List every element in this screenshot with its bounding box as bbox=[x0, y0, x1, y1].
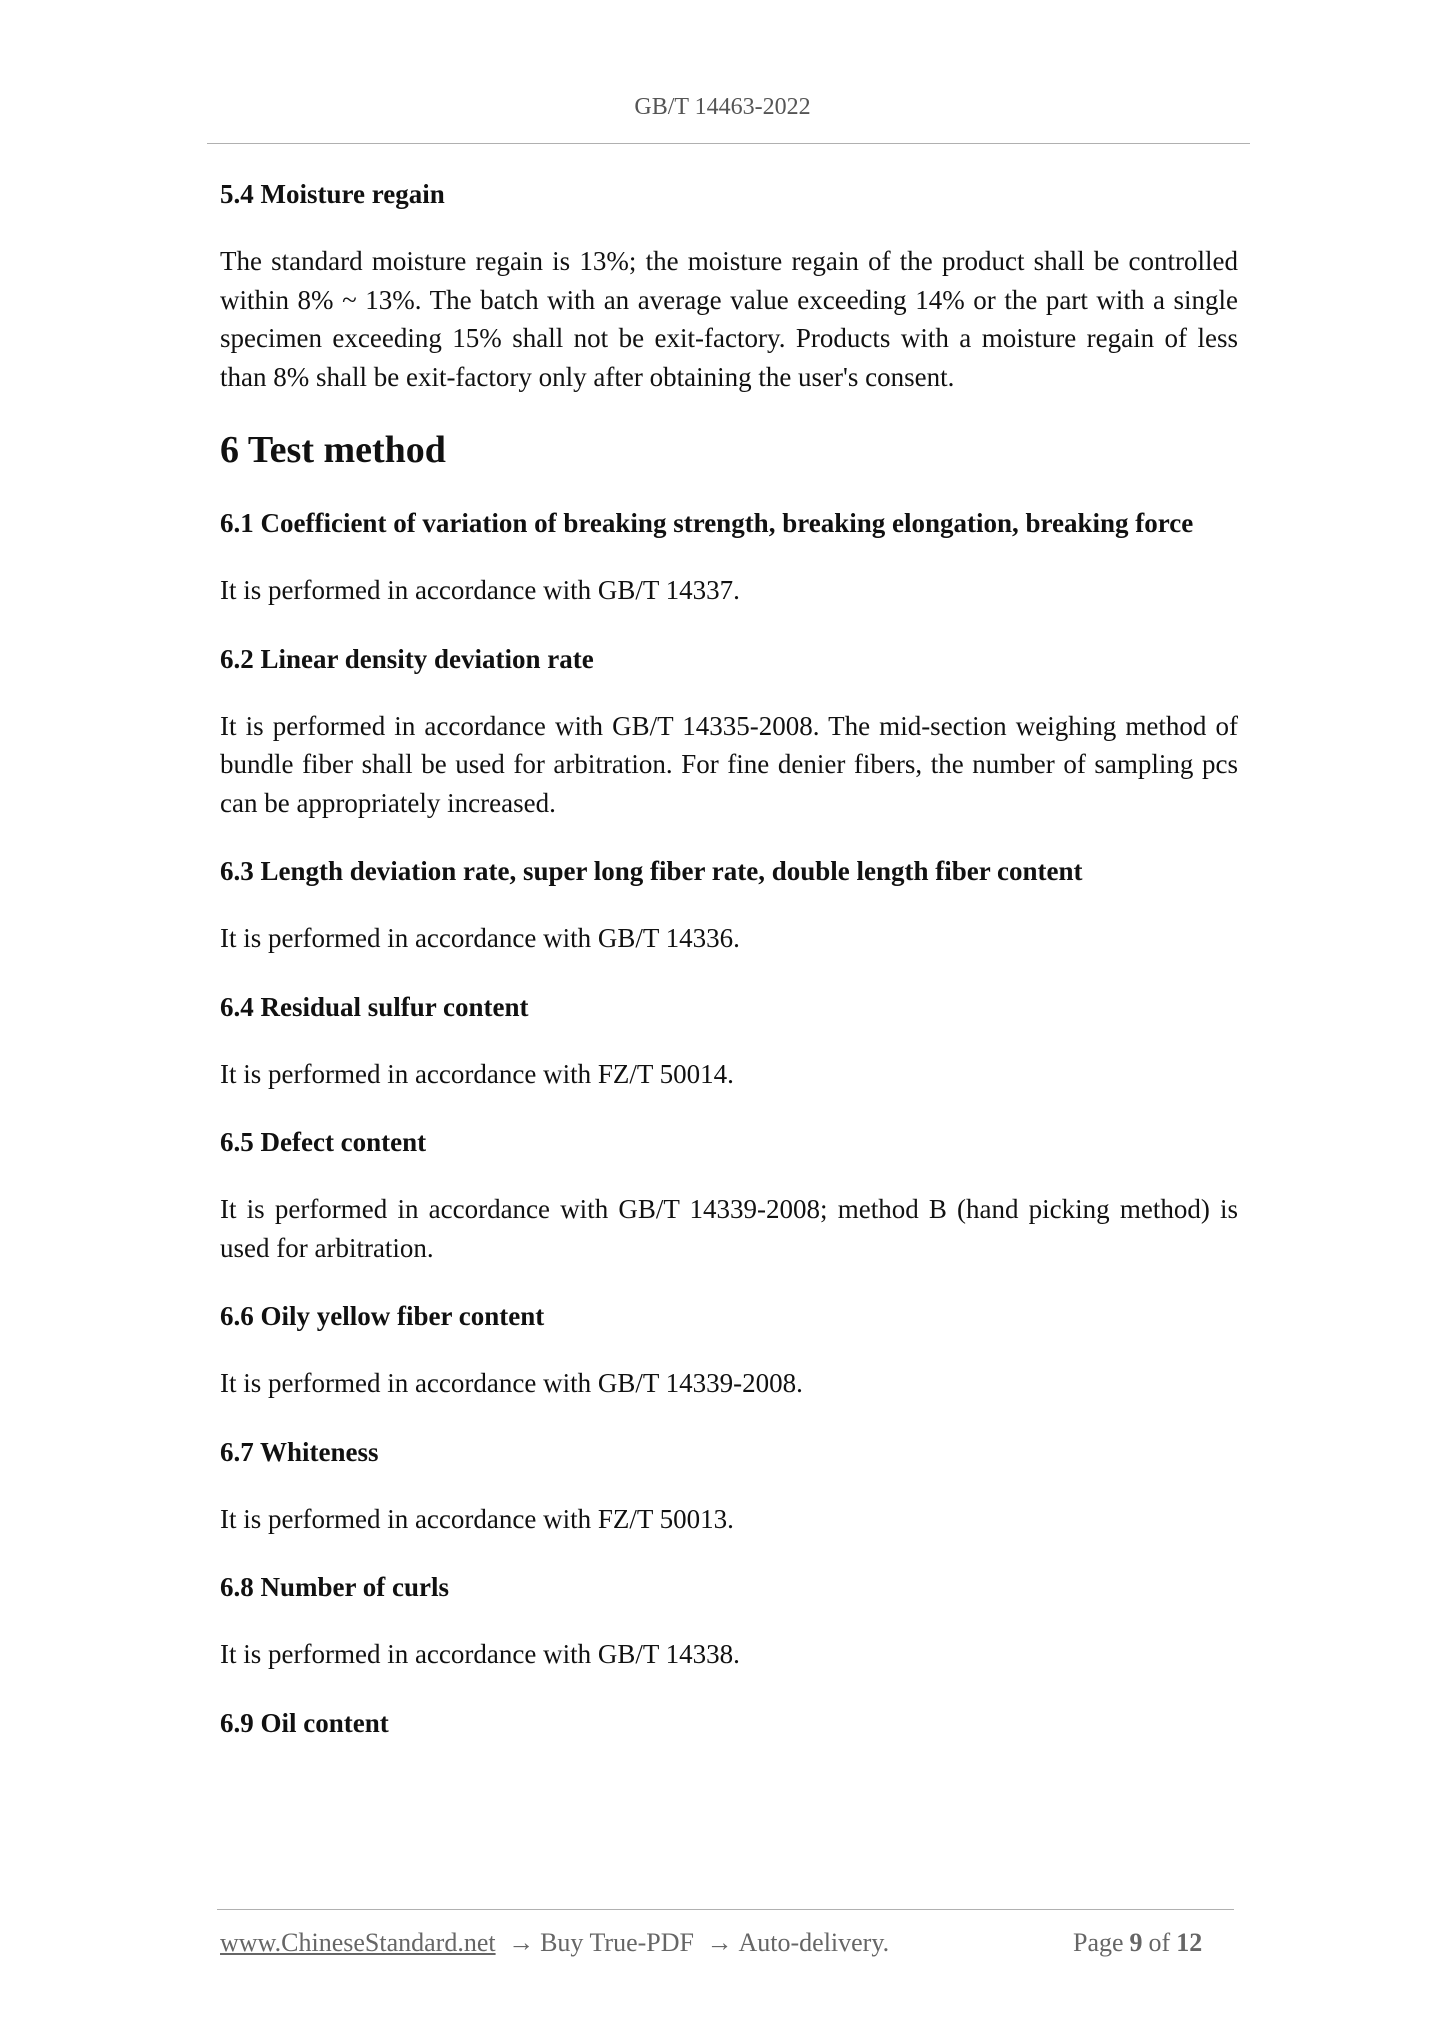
footer-promo bbox=[220, 1928, 889, 1958]
page-label: Page bbox=[1073, 1928, 1124, 1957]
section-6-1-text: It is performed in accordance with GB/T 14337. bbox=[220, 575, 740, 605]
buy-true-pdf-text: Buy True-PDF bbox=[540, 1928, 694, 1957]
section-6-6-heading: 6.6 Oily yellow fiber content bbox=[220, 1301, 545, 1331]
auto-delivery-text: Auto-delivery. bbox=[738, 1928, 890, 1957]
section-6-1-heading: 6.1 Coefficient of variation of breaking strength, breaking elongation, breaking force bbox=[220, 508, 1194, 538]
section-6-5-heading: 6.5 Defect content bbox=[220, 1127, 427, 1157]
section-5-4-text: The standard moisture regain is 13%; the moisture regain of the product shall be controlled within 8% ~ 13%. The batch with an average value exceeding 14% or the part with a single specimen exceeding 15% shall not be exit-factory. Products with a moisture regain of less than 8% shall be exit-factory only after obtaining the user's consent. bbox=[220, 246, 1238, 392]
section-6-5-text: It is performed in accordance with GB/T 14339-2008; method B (hand picking method) is used for arbitration. bbox=[220, 1194, 1238, 1263]
page-number: 9 bbox=[1129, 1928, 1143, 1957]
of-label: of bbox=[1148, 1928, 1171, 1957]
document-header: GB/T 14463-2022 bbox=[634, 94, 811, 120]
section-6-7-heading: 6.7 Whiteness bbox=[220, 1436, 379, 1467]
arrow-right-icon: → bbox=[508, 1928, 535, 1957]
section-6-7-text: It is performed in accordance with FZ/T 50013. bbox=[220, 1503, 734, 1534]
section-6-4-text: It is performed in accordance with FZ/T 50014. bbox=[220, 1058, 734, 1089]
section-6-3-heading: 6.3 Length deviation rate, super long fiber rate, double length fiber content bbox=[220, 856, 1083, 886]
page-total: 12 bbox=[1176, 1928, 1203, 1957]
section-5-4-heading: 5.4 Moisture regain bbox=[220, 179, 445, 209]
header-divider bbox=[207, 143, 1250, 144]
section-6-9-heading: 6.9 Oil content bbox=[220, 1707, 389, 1738]
chapter-6-heading: 6 Test method bbox=[220, 429, 446, 471]
arrow-right-icon: → bbox=[706, 1928, 733, 1957]
page-content bbox=[220, 175, 1238, 1771]
section-6-4-heading: 6.4 Residual sulfur content bbox=[220, 991, 529, 1022]
section-6-2-text: It is performed in accordance with GB/T 14335-2008. The mid-section weighing method of bundle fiber shall be used for arbitration. For fine denier fibers, the number of sampling pcs can be appropriately increased. bbox=[220, 710, 1238, 818]
section-6-2-heading: 6.2 Linear density deviation rate bbox=[220, 643, 594, 674]
page-indicator bbox=[1073, 1928, 1208, 1958]
section-6-8-text: It is performed in accordance with GB/T 14338. bbox=[220, 1639, 740, 1669]
section-6-3-text: It is performed in accordance with GB/T 14336. bbox=[220, 923, 740, 953]
footer-divider bbox=[217, 1909, 1234, 1910]
section-6-6-text: It is performed in accordance with GB/T 14339-2008. bbox=[220, 1368, 803, 1398]
website-link[interactable]: www.ChineseStandard.net bbox=[220, 1928, 496, 1957]
section-6-8-heading: 6.8 Number of curls bbox=[220, 1572, 449, 1602]
